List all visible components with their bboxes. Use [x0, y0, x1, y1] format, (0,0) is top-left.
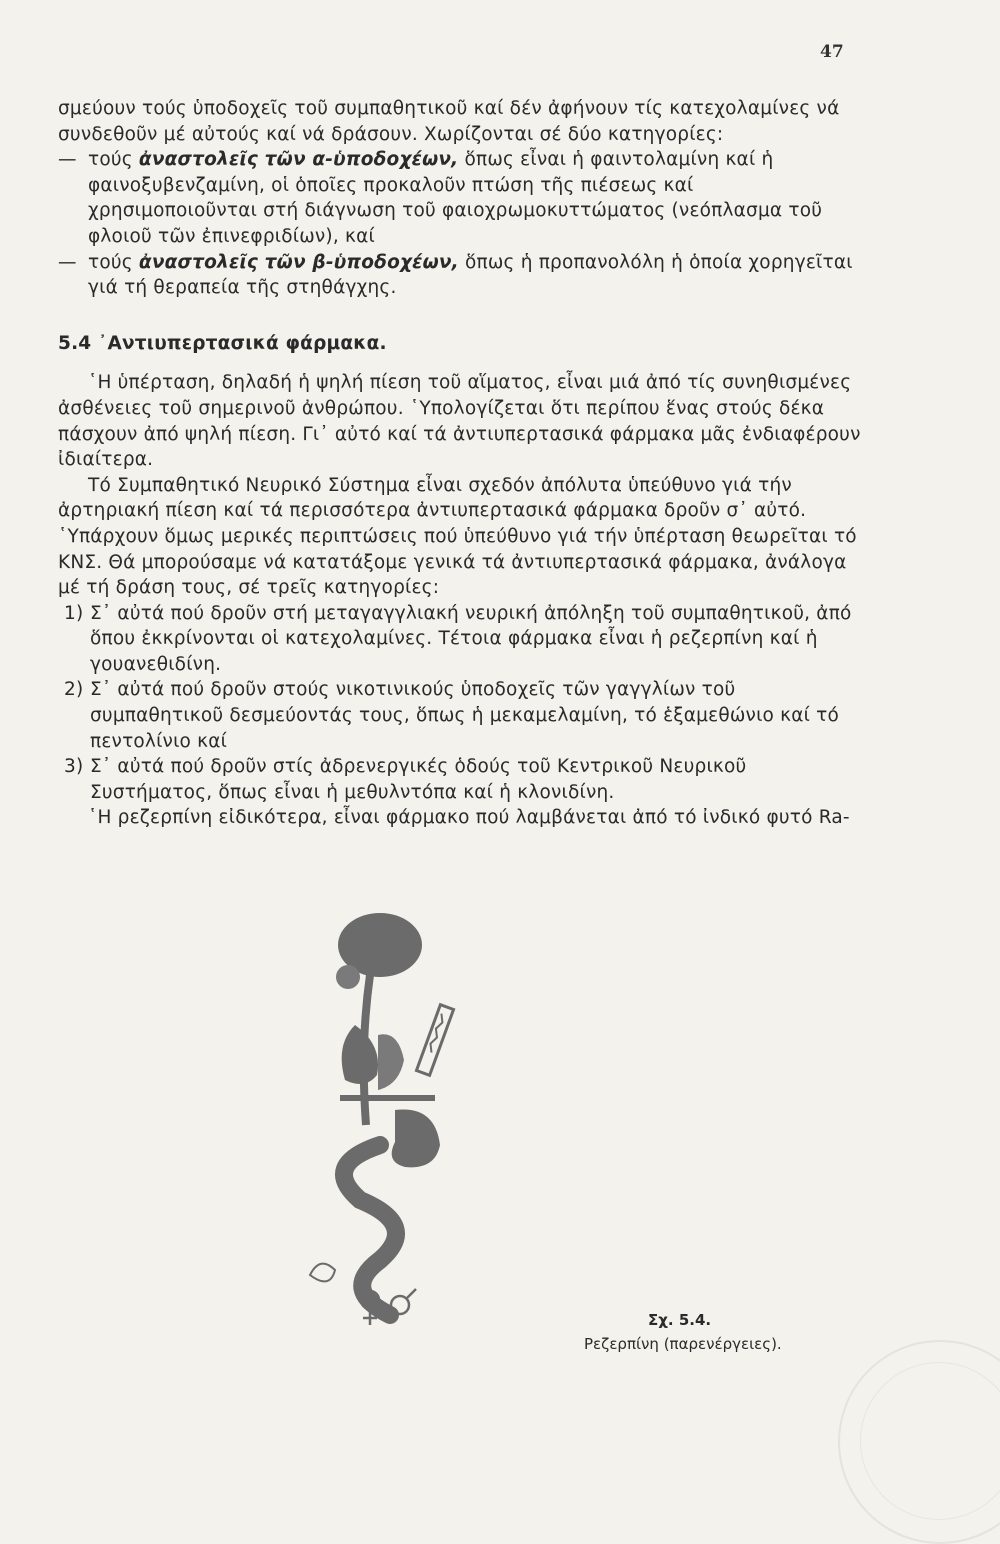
paragraph-intro: σμεύουν τούς ὑποδοχεῖς τοῦ συμπαθητικοῦ καί δέν ἀφήνουν τίς κατεχολαμίνες νά συνδεθοῦν μέ αὐτούς καί νά δράσουν. Χωρίζονται σέ δύο κατηγορίες:	[58, 98, 840, 145]
page-number: 47	[820, 42, 844, 62]
list-item-beta-blockers	[58, 250, 868, 301]
anatomy-figure	[300, 905, 500, 1335]
item-text: Σ᾿ αὐτά πού δροῦν στή μεταγαγγλιακή νευρική ἀπόληξη τοῦ συμπαθητικοῦ, ἀπό ὅπου ἐκκρίνονται οἱ κατεχολαμίνες. Τέτοια φάρμακα εἶναι ἡ ρεζερπίνη καί ἡ γουανεθιδίνη.	[90, 602, 852, 675]
item-number: 1)	[64, 602, 84, 624]
item-text: ὅπως εἶναι ἡ φαιντολαμίνη καί ἡ φαινοξυβενζαμίνη, οἱ ὁποῖες προκαλοῦν πτώση τῆς πιέσεως καί χρησιμοποιοῦνται στή διάγνωση τοῦ φαιοχρωμοκυττώματος (νεόπλασμα τοῦ φλοιοῦ τῶν ἐπινεφριδίων), καί	[88, 149, 823, 247]
face-shape	[336, 965, 360, 989]
diaphragm-shape	[340, 1095, 435, 1101]
item-text: Σ᾿ αὐτά πού δροῦν στούς νικοτινικούς ὑποδοχεῖς τῶν γαγγλίων τοῦ συμπαθητικοῦ δεσμεύοντάς τους, ὅπως ἡ μεκαμελαμίνη, τό ἑξαμεθώνιο καί τό πεντολίνιο καί	[90, 679, 840, 752]
numbered-item-1	[58, 601, 868, 678]
term-alpha-blockers: ἀναστολεῖς τῶν α-ὑποδοχέων,	[138, 149, 459, 171]
stomach-shape	[392, 1109, 440, 1167]
list-item-alpha-blockers	[58, 147, 868, 249]
item-text: ὅπως ἡ προπανολόλη ἡ ὁποία χορηγεῖται γιά τή θεραπεία τῆς στηθάγχης.	[88, 251, 853, 299]
figure-label: Σχ. 5.4.	[648, 1311, 712, 1329]
lung-shape	[342, 1025, 378, 1084]
joint-shape	[310, 1264, 335, 1282]
numbered-item-2	[58, 677, 868, 754]
item-prefix: τούς	[88, 251, 139, 273]
body-text	[58, 96, 868, 831]
item-number: 2)	[64, 679, 84, 701]
figure-caption-text: Ρεζερπίνη (παρενέργειες).	[584, 1335, 782, 1353]
item-number: 3)	[64, 756, 84, 778]
dash-bullet: —	[58, 149, 77, 171]
numbered-item-3	[58, 754, 868, 805]
item-prefix: τούς	[88, 149, 139, 171]
paragraph-reserpine: ῾Η ρεζερπίνη εἰδικότερα, εἶναι φάρμακο πού λαμβάνεται ἀπό τό ἰνδικό φυτό Ra-	[88, 807, 850, 829]
item-text: Σ᾿ αὐτά πού δροῦν στίς ἀδρενεργικές ὁδούς τοῦ Κεντρικοῦ Νευρικοῦ Συστήματος, ὅπως εἶναι ἡ μεθυλντόπα καί ἡ κλονιδίνη.	[90, 756, 747, 803]
section-title: 5.4 ᾿Αντιυπερτασικά φάρμακα.	[58, 332, 387, 354]
dash-bullet: —	[58, 251, 77, 273]
paragraph-sympathetic: Τό Συμπαθητικό Νευρικό Σύστημα εἶναι σχεδόν ἀπόλυτα ὑπεύθυνο γιά τήν ἀρτηριακή πίεση καί τά περισσότερα ἀντιυπερτασικά φάρμακα δροῦν σ᾿ αὐτό. ῾Υπάρχουν ὅμως μερικές περιπτώσεις πού ὑπεύθυνο γιά τήν ὑπέρταση θεωρεῖται τό ΚΝΣ. Θά μπορούσαμε νά κατατάξομε γενικά τά ἀντιυπερτασικά φάρμακα, ἀνάλογα μέ τή δράση τους, σέ τρεῖς κατηγορίες:	[58, 474, 857, 599]
paragraph-hypertension: ῾Η ὑπέρταση, δηλαδή ἡ ψηλή πίεση τοῦ αἵματος, εἶναι μιά ἀπό τίς συνηθισμένες ἀσθένειες τοῦ σημερινοῦ ἀνθρώπου. ῾Υπολογίζεται ὅτι περίπου ἕνας στούς δέκα πάσχουν ἀπό ψηλή πίεση. Γι᾿ αὐτό καί τά ἀντιυπερτασικά φάρμακα μᾶς ἐνδιαφέρουν ἰδιαίτερα.	[58, 372, 861, 471]
figure-caption	[584, 1308, 782, 1356]
heart-shape	[378, 1034, 404, 1090]
stamp-inner-ring	[860, 1362, 1000, 1520]
intestine-shape	[344, 1145, 396, 1315]
library-stamp	[838, 1340, 1000, 1544]
term-beta-blockers: ἀναστολεῖς τῶν β-ὑποδοχέων,	[138, 251, 459, 273]
